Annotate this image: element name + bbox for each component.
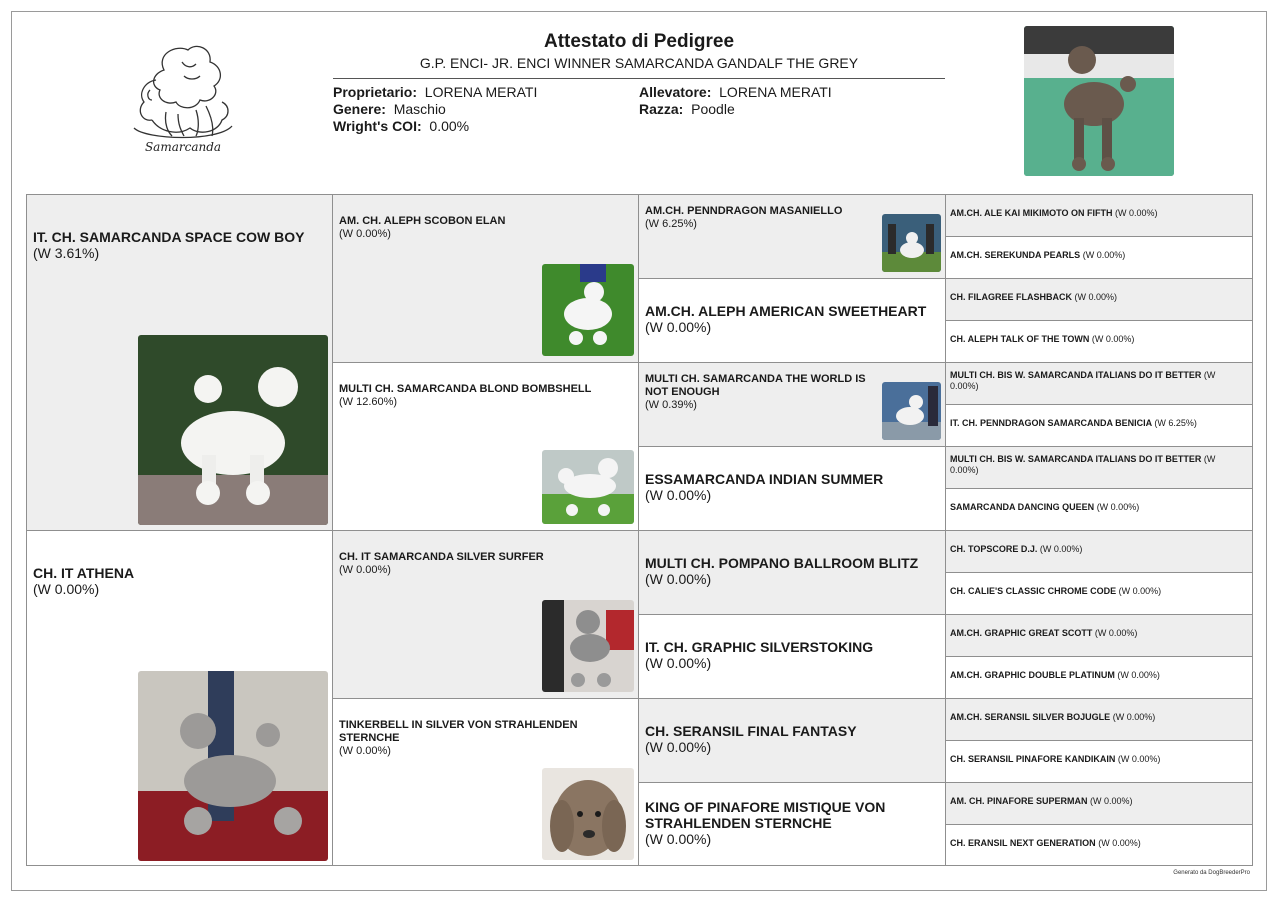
- gen4-cell-9: [945, 530, 1253, 573]
- gender-row: [333, 101, 446, 118]
- sire-name: IT. CH. SAMARCANDA SPACE COW BOY: [33, 229, 305, 245]
- dam-cell: [26, 530, 333, 866]
- gen3-coi-1: (W 6.25%): [645, 218, 697, 230]
- main-dog-photo: [1024, 26, 1174, 176]
- breed-value: Poodle: [691, 101, 735, 117]
- gen3-name-3: MULTI CH. SAMARCANDA THE WORLD IS NOT ENOUGH: [645, 373, 866, 398]
- gen2-coi-4: (W 0.00%): [339, 745, 391, 757]
- gen3-coi-3: (W 0.39%): [645, 399, 697, 411]
- gen4-name-8: SAMARCANDA DANCING QUEEN: [950, 502, 1095, 512]
- gender-label: Genere:: [333, 101, 386, 117]
- gen3-name-4: ESSAMARCANDA INDIAN SUMMER: [645, 471, 884, 487]
- gen3-coi-8: (W 0.00%): [645, 831, 712, 847]
- sire-coi: (W 3.61%): [33, 245, 100, 261]
- gen2-cell-1: [332, 194, 639, 363]
- gen4-name-16: CH. ERANSIL NEXT GENERATION: [950, 838, 1096, 848]
- gen4-coi-8: (W 0.00%): [1096, 502, 1140, 512]
- gen3-cell-1: [638, 194, 946, 279]
- gen4-cell-8: [945, 488, 1253, 531]
- gen4-name-7: MULTI CH. BIS W. SAMARCANDA ITALIANS DO IT BETTER: [950, 454, 1202, 464]
- gen2-coi-2: (W 12.60%): [339, 396, 398, 408]
- generator-credit: Generato da DogBreederPro: [1173, 870, 1250, 876]
- gen4-coi-4: (W 0.00%): [1091, 334, 1135, 344]
- gen3-photo-3: [882, 382, 941, 440]
- gen2-photo-1: [542, 264, 634, 356]
- gen4-coi-15: (W 0.00%): [1090, 796, 1133, 806]
- gen3-cell-7: [638, 698, 946, 783]
- gen2-name-3: CH. IT SAMARCANDA SILVER SURFER: [339, 551, 544, 563]
- gen4-cell-6: [945, 404, 1253, 447]
- breeder-value: LORENA MERATI: [719, 84, 832, 100]
- gen4-cell-3: [945, 278, 1253, 321]
- gen3-name-5: MULTI CH. POMPANO BALLROOM BLITZ: [645, 555, 919, 571]
- gen3-cell-3: [638, 362, 946, 447]
- gen3-coi-2: (W 0.00%): [645, 319, 712, 335]
- gen3-coi-5: (W 0.00%): [645, 571, 712, 587]
- gen4-name-5: MULTI CH. BIS W. SAMARCANDA ITALIANS DO IT BETTER: [950, 370, 1202, 380]
- gender-value: Maschio: [393, 101, 446, 117]
- gen4-coi-6: (W 6.25%): [1154, 418, 1197, 428]
- gen2-cell-3: [332, 530, 639, 699]
- sire-cell: [26, 194, 333, 531]
- gen2-photo-3: [542, 600, 634, 692]
- gen4-name-1: AM.CH. ALE KAI MIKIMOTO ON FIFTH: [950, 208, 1113, 218]
- gen3-cell-5: [638, 530, 946, 615]
- header-divider: [333, 78, 945, 79]
- gen4-cell-14: [945, 740, 1253, 783]
- dam-name: CH. IT ATHENA: [33, 565, 135, 581]
- gen4-coi-11: (W 0.00%): [1094, 628, 1138, 638]
- gen3-cell-8: [638, 782, 946, 866]
- page-subtitle: G.P. ENCI- JR. ENCI WINNER SAMARCANDA GANDALF THE GREY: [419, 55, 859, 71]
- gen4-coi-12: (W 0.00%): [1117, 670, 1160, 680]
- gen4-name-15: AM. CH. PINAFORE SUPERMAN: [950, 796, 1088, 806]
- breed-label: Razza:: [639, 101, 684, 117]
- coi-row: [333, 118, 469, 135]
- gen4-cell-2: [945, 236, 1253, 279]
- gen4-cell-11: [945, 614, 1253, 657]
- samarcanda-logo: [126, 40, 240, 156]
- gen4-coi-16: (W 0.00%): [1098, 838, 1141, 848]
- gen3-cell-6: [638, 614, 946, 699]
- breeder-label: Allevatore:: [639, 84, 712, 100]
- breed-row: [639, 101, 735, 118]
- breeder-row: [639, 84, 832, 101]
- gen3-cell-4: [638, 446, 946, 531]
- gen4-coi-5: (W 0.00%): [950, 370, 1216, 391]
- gen3-coi-7: (W 0.00%): [645, 739, 712, 755]
- gen3-coi-6: (W 0.00%): [645, 655, 712, 671]
- gen2-name-4: TINKERBELL IN SILVER VON STRAHLENDEN STERNCHE: [339, 719, 578, 744]
- owner-value: LORENA MERATI: [424, 84, 538, 100]
- owner-row: [333, 84, 537, 101]
- gen4-coi-1: (W 0.00%): [1115, 208, 1158, 218]
- gen4-cell-1: [945, 194, 1253, 237]
- gen4-coi-9: (W 0.00%): [1039, 544, 1083, 554]
- gen4-cell-7: [945, 446, 1253, 489]
- gen2-coi-1: (W 0.00%): [339, 228, 391, 240]
- gen4-name-9: CH. TOPSCORE D.J.: [950, 544, 1038, 554]
- gen4-name-13: AM.CH. SERANSIL SILVER BOJUGLE: [950, 712, 1111, 722]
- sire-photo: [138, 335, 328, 525]
- gen4-name-14: CH. SERANSIL PINAFORE KANDIKAIN: [950, 754, 1116, 764]
- gen2-photo-4: [542, 768, 634, 860]
- coi-value: 0.00%: [429, 118, 470, 134]
- gen2-name-2: MULTI CH. SAMARCANDA BLOND BOMBSHELL: [339, 383, 592, 395]
- gen2-cell-2: [332, 362, 639, 531]
- gen2-photo-2: [542, 450, 634, 524]
- gen4-coi-13: (W 0.00%): [1112, 712, 1156, 722]
- gen3-name-1: AM.CH. PENNDRAGON MASANIELLO: [645, 205, 843, 217]
- page-title: Attestato di Pedigree: [543, 31, 735, 52]
- gen4-name-11: AM.CH. GRAPHIC GREAT SCOTT: [950, 628, 1093, 638]
- gen4-name-10: CH. CALIE'S CLASSIC CHROME CODE: [950, 586, 1117, 596]
- gen4-name-6: IT. CH. PENNDRAGON SAMARCANDA BENICIA: [950, 418, 1152, 428]
- gen4-cell-15: [945, 782, 1253, 825]
- gen3-name-2: AM.CH. ALEPH AMERICAN SWEETHEART: [645, 303, 927, 319]
- gen4-name-12: AM.CH. GRAPHIC DOUBLE PLATINUM: [950, 670, 1115, 680]
- gen4-cell-13: [945, 698, 1253, 741]
- gen3-coi-4: (W 0.00%): [645, 487, 712, 503]
- gen4-cell-12: [945, 656, 1253, 699]
- gen3-name-7: CH. SERANSIL FINAL FANTASY: [645, 723, 857, 739]
- gen3-photo-1: [882, 214, 941, 272]
- gen4-cell-16: [945, 824, 1253, 866]
- dam-photo: [138, 671, 328, 861]
- gen2-coi-3: (W 0.00%): [339, 564, 391, 576]
- gen4-cell-5: [945, 362, 1253, 405]
- gen4-coi-10: (W 0.00%): [1118, 586, 1162, 596]
- gen4-cell-10: [945, 572, 1253, 615]
- gen4-name-3: CH. FILAGREE FLASHBACK: [950, 292, 1072, 302]
- coi-label: Wright's COI:: [333, 118, 422, 134]
- logo-text: Samarcanda: [144, 140, 222, 154]
- gen4-coi-2: (W 0.00%): [1082, 250, 1126, 260]
- owner-label: Proprietario:: [333, 84, 418, 100]
- gen3-name-6: IT. CH. GRAPHIC SILVERSTOKING: [645, 639, 874, 655]
- dam-coi: (W 0.00%): [33, 581, 100, 597]
- gen2-name-1: AM. CH. ALEPH SCOBON ELAN: [339, 215, 506, 227]
- gen4-coi-3: (W 0.00%): [1074, 292, 1118, 302]
- gen2-cell-4: [332, 698, 639, 866]
- gen3-name-8: KING OF PINAFORE MISTIQUE VON STRAHLENDEN STERNCHE: [645, 799, 886, 831]
- gen3-cell-2: [638, 278, 946, 363]
- gen4-name-4: CH. ALEPH TALK OF THE TOWN: [950, 334, 1090, 344]
- gen4-coi-7: (W 0.00%): [950, 454, 1216, 475]
- gen4-coi-14: (W 0.00%): [1117, 754, 1161, 764]
- gen4-name-2: AM.CH. SEREKUNDA PEARLS: [950, 250, 1081, 260]
- gen4-cell-4: [945, 320, 1253, 363]
